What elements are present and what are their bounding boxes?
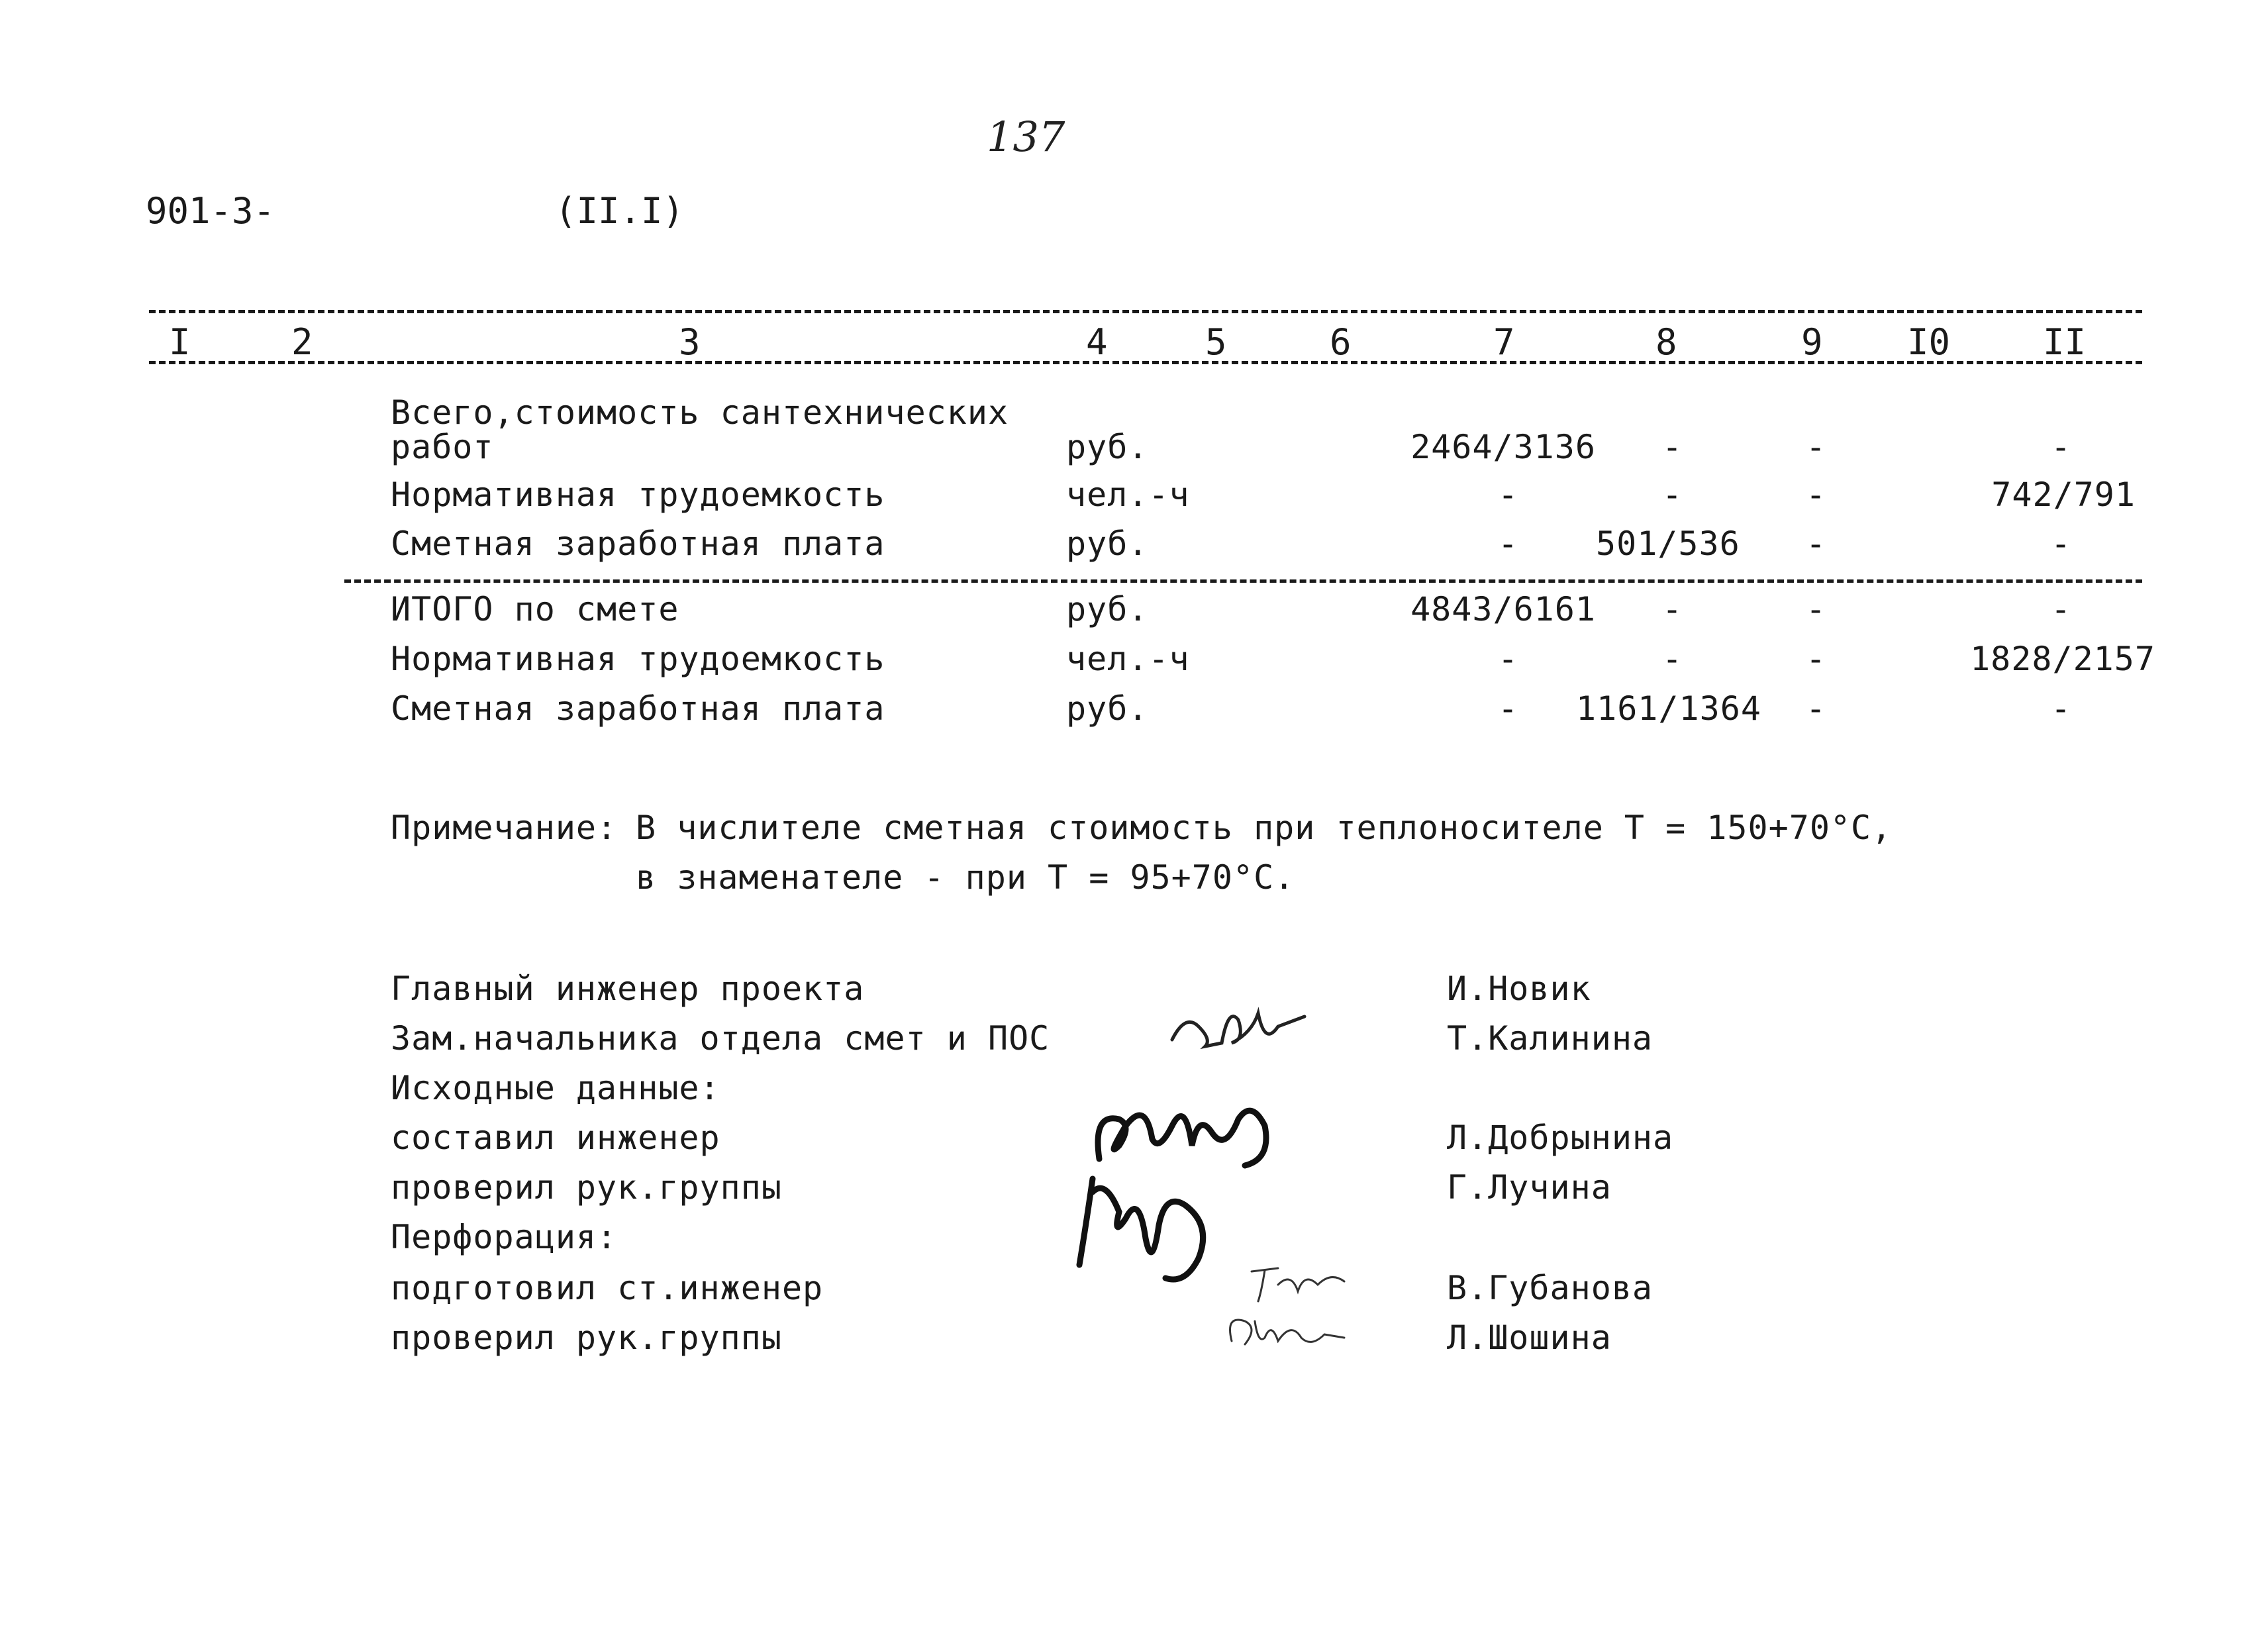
cell-col8: 1161/1364 [1576, 689, 1761, 728]
signature-role: проверил рук.группы [391, 1168, 782, 1207]
note-prefix: Примечание: [391, 809, 618, 847]
cell-col8: - [1662, 475, 1683, 514]
cell-col11: 742/791 [1991, 475, 2136, 514]
col-header-11: II [2043, 321, 2087, 363]
page-number: 137 [987, 113, 1065, 161]
subtotal-rule [344, 579, 2142, 583]
col-header-5: 5 [1205, 321, 1227, 363]
cell-col8: - [1662, 640, 1683, 678]
cell-col9: - [1806, 475, 1827, 514]
col-header-1: I [169, 321, 191, 363]
row-label: ИТОГО по смете [391, 590, 679, 628]
signature-name: Л.Шошина [1447, 1319, 1612, 1357]
cell-col9: - [1806, 640, 1827, 678]
header-bottom-rule [149, 361, 2142, 364]
col-header-6: 6 [1330, 321, 1352, 363]
note-line-1: В числителе сметная стоимость при теплоносителе Т = 150+70°С, [636, 809, 1893, 847]
cell-col9: - [1806, 590, 1827, 628]
signature-role: подготовил ст.инженер [391, 1269, 824, 1307]
col-header-3: 3 [679, 321, 701, 363]
signature-scribble-shoshina [1218, 1308, 1351, 1357]
cell-col7: 2464/3136 [1410, 428, 1596, 466]
row-unit: руб. [1066, 524, 1149, 563]
cell-col8: 501/536 [1596, 524, 1740, 563]
signature-role: Главный инженер проекта [391, 970, 865, 1008]
row-label-continuation: работ [391, 428, 494, 466]
signature-role: Исходные данные: [391, 1069, 720, 1107]
cell-col7: - [1498, 640, 1519, 678]
signature-scribble-gubanova [1245, 1258, 1351, 1307]
col-header-9: 9 [1801, 321, 1823, 363]
cell-col9: - [1806, 689, 1827, 728]
signature-name: В.Губанова [1447, 1269, 1653, 1307]
row-label: Сметная заработная плата [391, 524, 885, 563]
row-unit: руб. [1066, 590, 1149, 628]
signature-role: Зам.начальника отдела смет и ПОС [391, 1019, 1050, 1058]
cell-col9: - [1806, 428, 1827, 466]
cell-col7: - [1498, 689, 1519, 728]
doc-code: 901-3- [146, 190, 275, 232]
cell-col11: - [2051, 524, 2072, 563]
cell-col11: - [2051, 590, 2072, 628]
row-label: Нормативная трудоемкость [391, 475, 885, 514]
signature-role: проверил рук.группы [391, 1319, 782, 1357]
cell-col11: - [2051, 428, 2072, 466]
header-top-rule [149, 310, 2142, 313]
col-header-7: 7 [1493, 321, 1515, 363]
col-header-4: 4 [1086, 321, 1108, 363]
cell-col11: - [2051, 689, 2072, 728]
col-header-8: 8 [1655, 321, 1677, 363]
cell-col11: 1828/2157 [1970, 640, 2155, 678]
cell-col9: - [1806, 524, 1827, 563]
row-label: Нормативная трудоемкость [391, 640, 885, 678]
col-header-10: I0 [1907, 321, 1951, 363]
cell-col8: - [1662, 428, 1683, 466]
col-header-2: 2 [291, 321, 313, 363]
note-line-2: в знаменателе - при Т = 95+70°С. [636, 858, 1295, 897]
signature-name: Л.Добрынина [1447, 1119, 1674, 1157]
signature-role: составил инженер [391, 1119, 720, 1157]
row-unit: руб. [1066, 689, 1149, 728]
row-unit: чел.-ч [1066, 640, 1190, 678]
signature-name: Г.Лучина [1447, 1168, 1612, 1207]
cell-col7: 4843/6161 [1410, 590, 1596, 628]
signature-scribble-luchina [1066, 1166, 1232, 1294]
row-unit: чел.-ч [1066, 475, 1190, 514]
signature-scribble-kalinina [1165, 987, 1311, 1062]
row-unit: руб. [1066, 428, 1149, 466]
row-label: Сметная заработная плата [391, 689, 885, 728]
signature-name: И.Новик [1447, 970, 1591, 1008]
cell-col7: - [1498, 524, 1519, 563]
row-label: Всего,стоимость сантехнических [391, 393, 1009, 432]
section-number: (II.I) [555, 190, 685, 232]
signature-name: Т.Калинина [1447, 1019, 1653, 1058]
cell-col7: - [1498, 475, 1519, 514]
signature-role: Перфорация: [391, 1218, 618, 1256]
cell-col8: - [1662, 590, 1683, 628]
